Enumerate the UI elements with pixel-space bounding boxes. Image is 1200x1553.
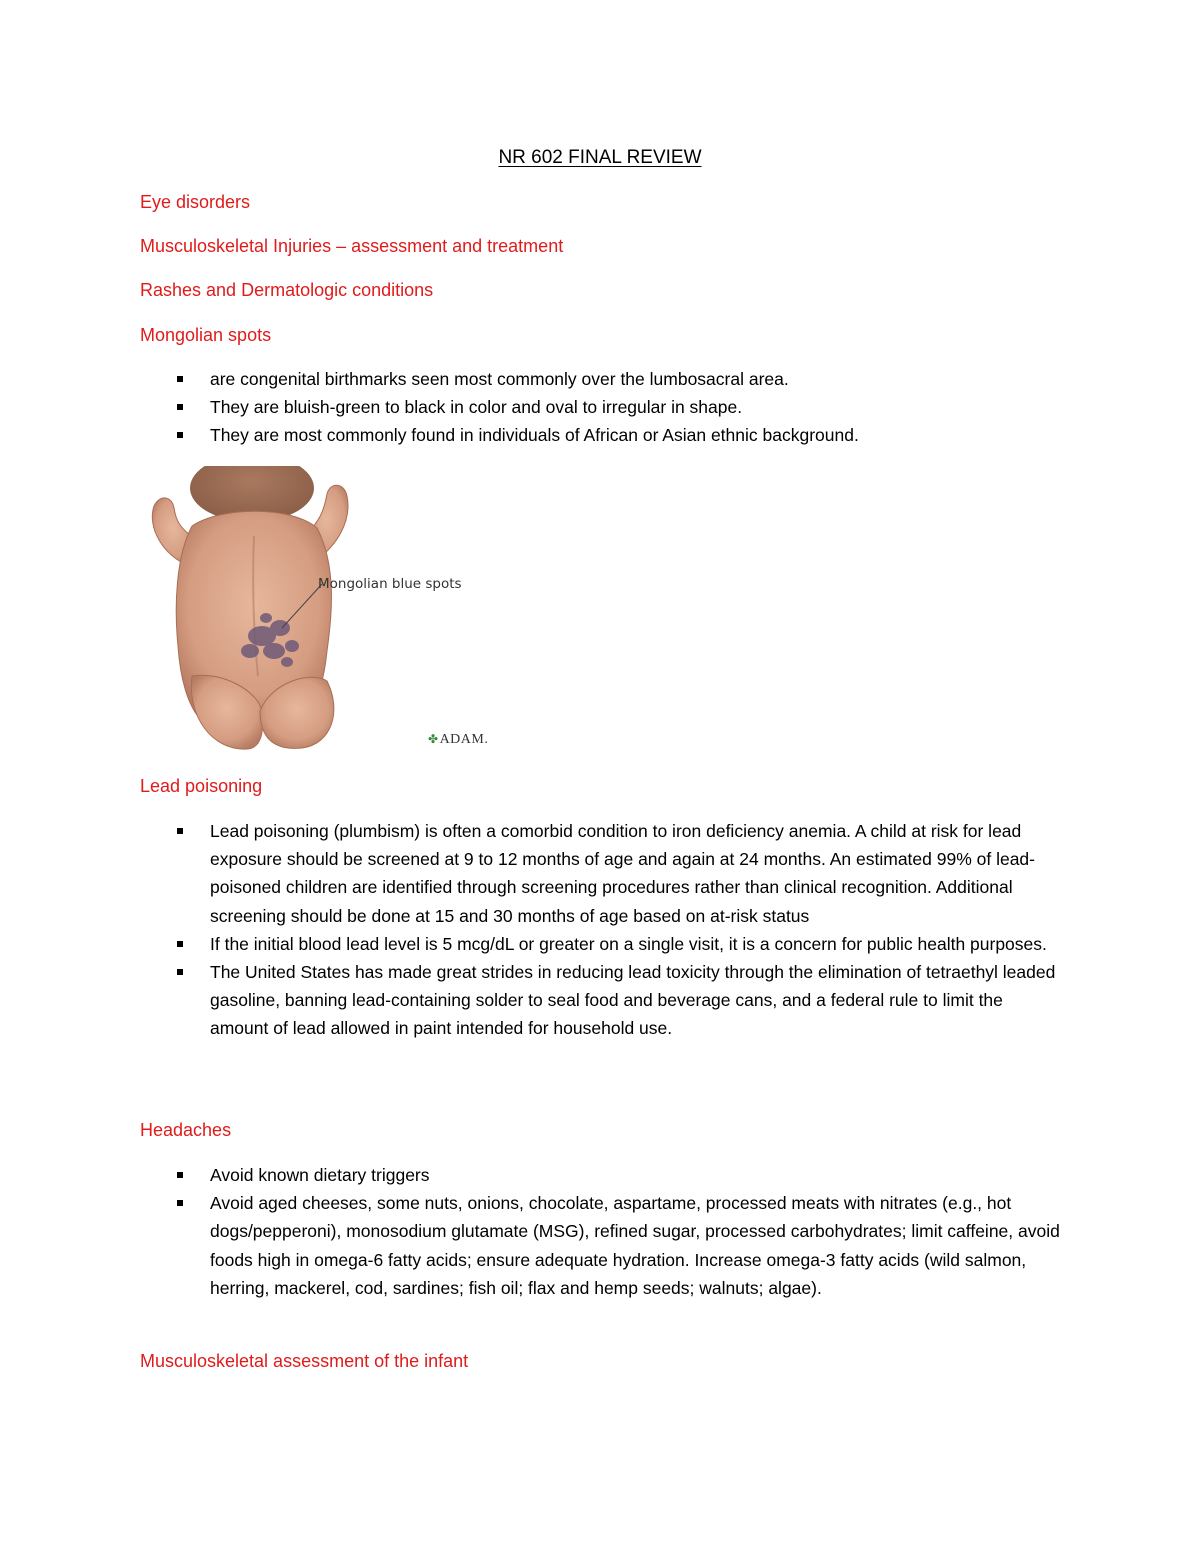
list-item-text: Avoid aged cheeses, some nuts, onions, chocolate, aspartame, processed meats with nitrates (e.g., hot dogs/pepperoni), monosodium glutamate (MSG), refined sugar, processed carbohydrates; limit caffeine, avoid foods high in omega-6 fatty acids; ensure adequate hydration. Increase omega-3 fatty acids (wild salmon, herring, mackerel, cod, sardines; fish oil; flax and hemp seeds; walnuts; algae).: [210, 1193, 1060, 1298]
bullet-icon: [177, 941, 183, 947]
document-title: NR 602 FINAL REVIEW: [498, 147, 702, 168]
adam-logo-text: ADAM.: [439, 732, 489, 747]
list-item-text: Lead poisoning (plumbism) is often a comorbid condition to iron deficiency anemia. A child at risk for lead exposure should be screened at 9 to 12 months of age and again at 24 months. An estimated 99% of lead-poisoned children are identified through screening procedures rather than clinical recognition. Additional screening should be done at 15 and 30 months of age based on at-risk status: [210, 821, 1035, 926]
heading-lead-poisoning: Lead poisoning: [140, 776, 263, 796]
heading-headaches: Headaches: [140, 1120, 232, 1140]
list-item-text: The United States has made great strides in reducing lead toxicity through the elimination of tetraethyl leaded gasoline, banning lead-containing solder to seal food and beverage cans, and a federal rule to limit the amount of lead allowed in paint intended for household use.: [210, 962, 1056, 1039]
bullet-icon: [177, 1200, 183, 1206]
bullet-icon: [177, 969, 183, 975]
list-item-text: If the initial blood lead level is 5 mcg/dL or greater on a single visit, it is a concern for public health purposes.: [210, 933, 1047, 954]
bullet-icon: [177, 376, 183, 382]
heading-musculoskeletal-injuries: Musculoskeletal Injuries – assessment and treatment: [140, 236, 564, 256]
heading-mongolian-spots: Mongolian spots: [140, 325, 272, 345]
list-item-text: are congenital birthmarks seen most commonly over the lumbosacral area.: [210, 369, 789, 389]
heading-musculoskeletal-infant: Musculoskeletal assessment of the infant: [140, 1351, 469, 1371]
list-item: [140, 1189, 1060, 1302]
adam-logo: [428, 732, 488, 748]
bullet-icon: [177, 1172, 183, 1178]
list-item: [140, 365, 1060, 393]
headaches-list: [140, 1161, 1060, 1302]
figure-label: Mongolian blue spots: [318, 576, 462, 592]
leaf-icon: ✤: [428, 732, 439, 746]
list-item-text: They are bluish-green to black in color and oval to irregular in shape.: [210, 397, 743, 418]
list-item: [140, 958, 1060, 1043]
heading-rashes: Rashes and Dermatologic conditions: [140, 280, 434, 300]
heading-eye-disorders: Eye disorders: [140, 192, 251, 212]
list-item: [140, 393, 1060, 421]
mongolian-spots-figure: [142, 466, 512, 756]
list-item: [140, 421, 1060, 449]
list-item: [140, 817, 1060, 930]
bullet-icon: [177, 404, 183, 410]
bullet-icon: [177, 828, 183, 834]
list-item-text: Avoid known dietary triggers: [210, 1165, 430, 1185]
bullet-icon: [177, 432, 183, 438]
list-item: [140, 930, 1060, 958]
mongolian-spots-list: [140, 365, 1060, 450]
list-item-text: They are most commonly found in individuals of African or Asian ethnic background.: [210, 425, 859, 446]
lead-poisoning-list: [140, 817, 1060, 1043]
list-item: [140, 1161, 1060, 1189]
infant-back-illustration: [142, 466, 512, 756]
